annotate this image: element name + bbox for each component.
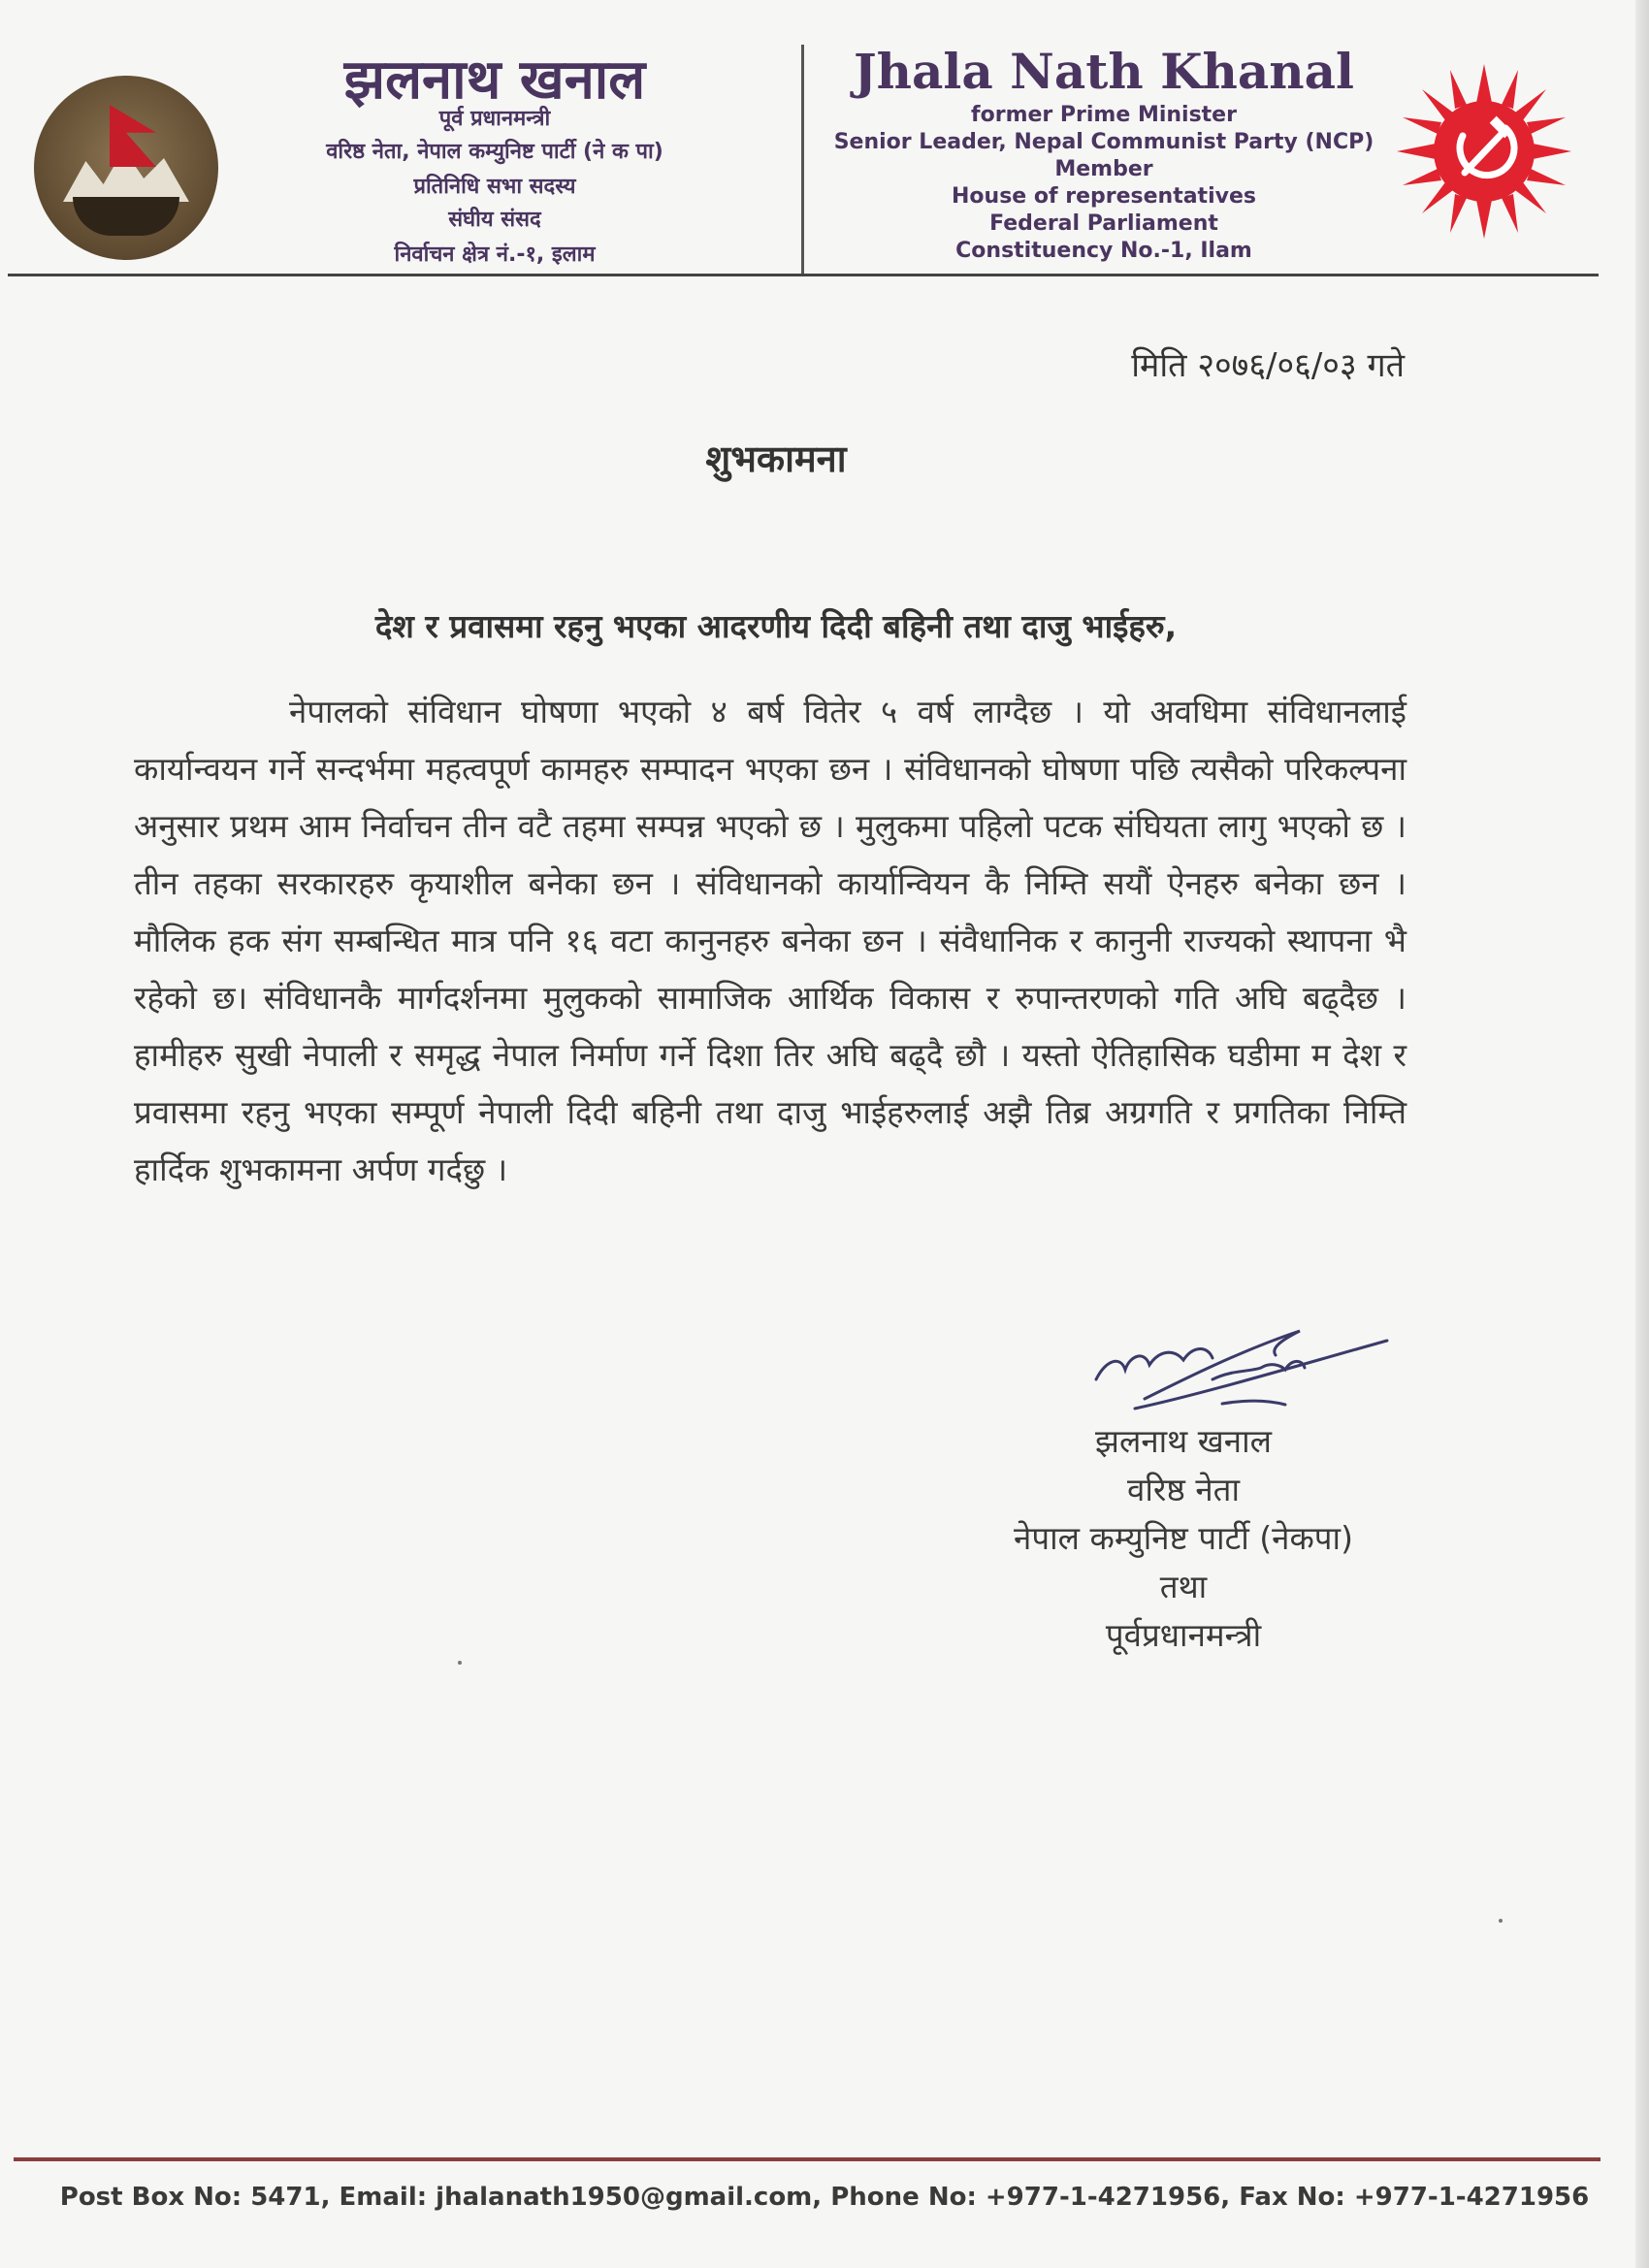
nepal-emblem-icon <box>34 76 218 260</box>
letterhead-line-nepali: वरिष्ठ नेता, नेपाल कम्युनिष्ट पार्टी (ने क पा) <box>326 140 663 164</box>
page-edge <box>1635 0 1649 2268</box>
letter-body: नेपालको संविधान घोषणा भएको ४ बर्ष वितेर ५ वर्ष लाग्दैछ । यो अवधिमा संविधानलाई कार्यान्वयन गर्ने सन्दर्भमा महत्वपूर्ण कामहरु सम्पादन भएका छन । संविधानको घोषणा पछि त्यसैको परिकल्पना अनुसार प्रथम आम निर्वाचन तीन वटै तहमा सम्पन्न भएको छ । मुलुकमा पहिलो पटक संघियता लागु भएको छ । तीन तहका सरकारहरु कृयाशील बनेका छन । संविधानको कार्यान्वियन कै निम्ति सयौं ऐनहरु बनेका छन । मौलिक हक संग सम्बन्धित मात्र पनि १६ वटा कानुनहरु बनेका छन । संवैधानिक र कानुनी राज्यको स्थापना भै रहेको छ। संविधानकै मार्गदर्शनमा मुलुकको सामाजिक आर्थिक विकास र रुपान्तरणको गति अघि बढ्दैछ । हामीहरु सुखी नेपाली र समृद्ध नेपाल निर्माण गर्ने दिशा तिर अघि बढ्दै छौ । यस्तो ऐतिहासिक घडीमा म देश र प्रवासमा रहनु भएका सम्पूर्ण नेपाली दिदी बहिनी तथा दाजु भाईहरुलाई अझै तिब्र अग्रगति र प्रगतिका निम्ति हार्दिक शुभकामना अर्पण गर्दछु । <box>134 693 1406 1188</box>
letterhead-line-english: House of representatives <box>952 184 1256 209</box>
letterhead-line-english: Constituency No.-1, Ilam <box>955 239 1252 263</box>
letterhead-line-english: former Prime Minister <box>971 103 1237 127</box>
footer-rule <box>14 2157 1600 2161</box>
letterhead <box>0 0 1649 281</box>
letterhead-line-english: Senior Leader, Nepal Communist Party (NCP) <box>833 130 1374 154</box>
sign-off-name: झलनाथ खनाल <box>1095 1422 1272 1460</box>
hammer-sickle-sun-icon <box>1397 64 1571 239</box>
letterhead-line-nepali: संघीय संसद <box>448 208 541 232</box>
letterhead-line-nepali: निर्वाचन क्षेत्र नं.-१, इलाम <box>394 243 596 267</box>
sign-off-line: तथा <box>1159 1568 1208 1605</box>
header-divider <box>801 45 804 274</box>
letterhead-line-nepali: पूर्व प्रधानमन्त्री <box>438 107 551 131</box>
paper-speck <box>1499 1919 1503 1923</box>
sign-off-line: पूर्वप्रधानमन्त्री <box>1105 1616 1262 1654</box>
letterhead-name-nepali: झलनाथ खनाल <box>343 49 646 112</box>
header-rule <box>8 274 1599 276</box>
footer-contact: Post Box No: 5471, Email: jhalanath1950@gmail.com, Phone No: +977-1-4271956, Fax No: +977-1-4271956 <box>59 2183 1590 2212</box>
letter-date: मिति २०७६/०६/०३ गते <box>1131 346 1405 385</box>
letter-salutation: देश र प्रवासमा रहनु भएका आदरणीय दिदी बहिनी तथा दाजु भाईहरु, <box>374 607 1178 645</box>
letterhead-line-english: Member <box>1054 157 1153 181</box>
letterhead-line-nepali: प्रतिनिधि सभा सदस्य <box>413 175 576 199</box>
letter-title: शुभकामना <box>705 437 847 480</box>
letterhead-name-english: Jhala Nath Khanal <box>853 43 1355 100</box>
letterhead-line-english: Federal Parliament <box>989 211 1218 236</box>
paper-speck <box>458 1661 462 1665</box>
sign-off-line: वरिष्ठ नेता <box>1127 1471 1240 1508</box>
sign-off-line: नेपाल कम्युनिष्ट पार्टी (नेकपा) <box>1014 1519 1353 1557</box>
